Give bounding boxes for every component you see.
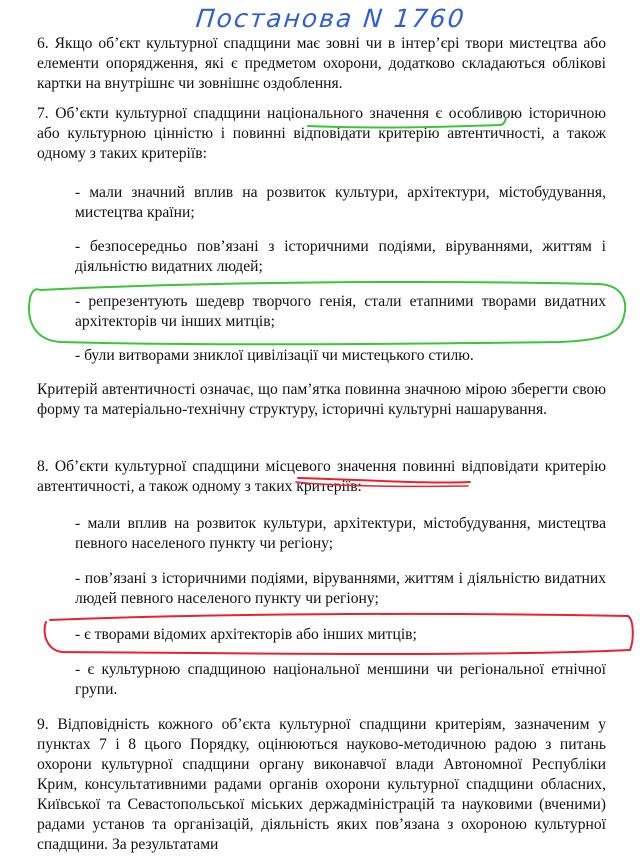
paragraph-9: 9. Відповідність кожного об’єкта культурної спадщини критеріям, зазначеним у пунктах 7 і 8 цього Порядку, оцінюються науково-методичною радою з питань охорони культурної спадщини органу виконавчої влади Автономної Республіки Крим, консультативними радами органів охорони культурної спадщини обласних, Київської та Севастопольської міських держадміністрацій та науковими (вченими) радами установ та організацій, діяльність яких пов’язана з охороною культурної спадщини. За результатами xyxy=(37,716,606,853)
p8-criterion-4: - є культурною спадщиною національної меншини чи регіональної етнічної групи. xyxy=(75,661,606,698)
authenticity-paragraph: Критерій автентичності означає, що пам’ятка повинна значною мірою зберегти свою форму та матеріально-технічну структуру, історичні культурні нашарування. xyxy=(37,381,606,418)
paragraph-8-lead: 8. Об’єкти культурної спадщини xyxy=(37,458,266,475)
paragraph-7-lead: 7. Об’єкти культурної спадщини xyxy=(37,105,268,122)
p8-criterion-3: - є творами відомих архітекторів або інших митців; xyxy=(75,626,417,643)
p7-criterion-4: - були витворами зниклої цивілізації чи мистецького стилю. xyxy=(75,347,474,364)
highlight-national-significance: національного значення xyxy=(267,105,429,122)
p7-criterion-1: - мали значний вплив на розвиток культури, архітектури, містобудування, мистецтва країни; xyxy=(75,184,606,221)
p7-criterion-2: - безпосередньо пов’язані з історичними подіями, віруваннями, життям і діяльністю видатних людей; xyxy=(75,238,606,275)
paragraph-7 xyxy=(37,104,606,164)
paragraph-8-rest: повинні відповідати критерію автентичності, а також одному з таких критеріїв: xyxy=(37,458,606,495)
p8-criterion-1: - мали вплив на розвиток культури, архітектури, містобудування, мистецтва певного населеного пункту чи регіону; xyxy=(75,515,606,552)
p8-criterion-2: - пов’язані з історичними подіями, віруваннями, життям і діяльністю видатних людей певного населеного пункту чи регіону; xyxy=(75,570,606,607)
handwritten-title: Постанова N 1760 xyxy=(194,4,468,33)
paragraph-8 xyxy=(37,457,606,497)
highlight-local-significance: місцевого значення xyxy=(265,458,397,475)
paragraph-6: 6. Якщо об’єкт культурної спадщини має зовні чи в інтер’єрі твори мистецтва або елементи опорядження, які є предметом охорони, додатково складаються облікові картки на внутрішнє чи зовнішнє оздоблення. xyxy=(37,35,606,92)
p7-criterion-3: - репрезентують шедевр творчого генія, стали етапними творами видатних архітекторів чи інших митців; xyxy=(75,293,606,330)
paragraph-7-rest: є особливою історичною або культурною цінністю і повинні відповідати критерію автентичності, а також одному з таких критеріїв: xyxy=(37,105,607,162)
